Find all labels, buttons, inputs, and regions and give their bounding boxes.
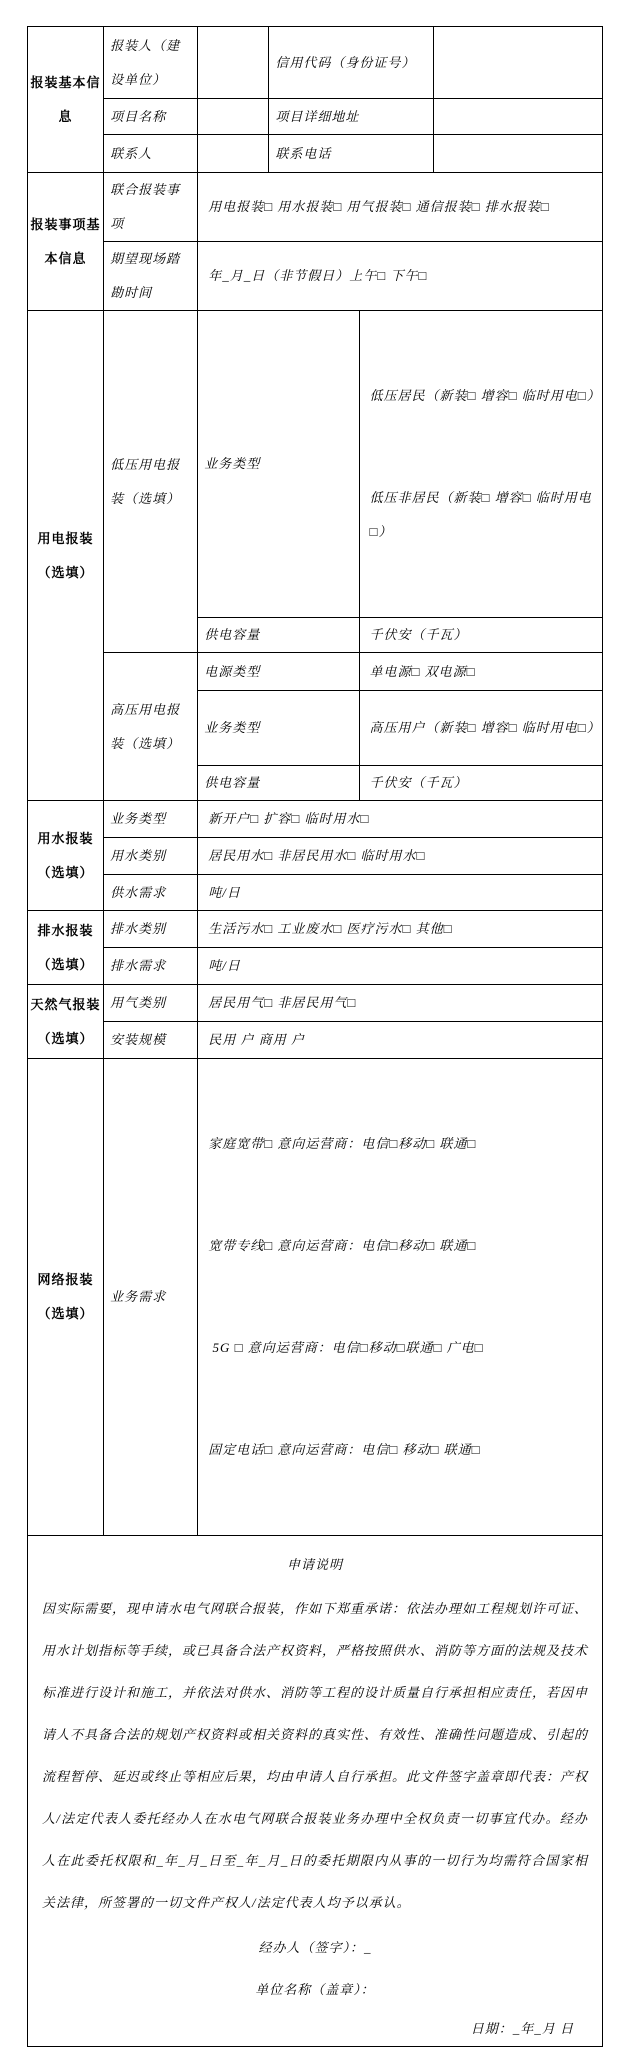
input-cell-contact-phone — [433, 135, 602, 173]
field-label-credit-code: 信用代码（身份证号） — [269, 27, 433, 99]
lv-biz-line-resident: 低压居民（新装□ 增容□ 临时用电□） — [369, 388, 601, 403]
field-label-water-category: 用水类别 — [104, 838, 198, 875]
application-form-table — [27, 26, 603, 2047]
section-matters-title: 报装事项基本信息 — [28, 173, 104, 311]
field-label-water-demand: 供水需求 — [104, 875, 198, 911]
field-label-joint-items: 联合报装事项 — [104, 173, 198, 242]
field-label-hv-source-type: 电源类型 — [198, 653, 359, 691]
lv-biz-line-nonresident: 低压非居民（新装□ 增容□ 临时用电□） — [369, 490, 592, 539]
field-label-hv-biz-type: 业务类型 — [198, 691, 359, 766]
field-label-hv-capacity: 供电容量 — [198, 766, 359, 801]
checkbox-row-lv-biz-type — [359, 311, 602, 618]
field-label-gas-scale: 安装规模 — [104, 1022, 198, 1059]
field-label-drain-demand: 排水需求 — [104, 948, 198, 985]
field-label-network-demand: 业务需求 — [104, 1059, 198, 1536]
subsection-low-voltage-label: 低压用电报装（选填） — [104, 311, 198, 653]
section-water-title: 用水报装（选填） — [28, 801, 104, 911]
section-electric-title: 用电报装（选填） — [28, 311, 104, 801]
checkbox-row-water-biz-type: 新开户□ 扩容□ 临时用水□ — [198, 801, 603, 838]
date-line: 日期：_年_月 日 — [470, 2021, 574, 2036]
field-label-applicant: 报装人（建设单位） — [104, 27, 198, 99]
input-cell-credit-code — [433, 27, 602, 99]
field-label-contact-phone: 联系电话 — [269, 135, 433, 173]
declaration-cell — [28, 1536, 603, 2047]
field-label-lv-capacity: 供电容量 — [198, 618, 359, 653]
field-label-gas-category: 用气类别 — [104, 985, 198, 1022]
section-drain-title: 排水报装（选填） — [28, 911, 104, 985]
checkbox-row-hv-source-type: 单电源□ 双电源□ — [359, 653, 602, 691]
field-label-water-biz-type: 业务类型 — [104, 801, 198, 838]
field-label-project-address: 项目详细地址 — [269, 99, 433, 135]
unit-seal-line: 单位名称（盖章）： — [255, 1982, 375, 1997]
checkbox-row-drain-category: 生活污水□ 工业废水□ 医疗污水□ 其他□ — [198, 911, 603, 948]
network-line-5g: 5G □ 意向运营商：电信□移动□联通□ 广电□ — [208, 1340, 484, 1355]
input-cell-project-name — [198, 99, 269, 135]
declaration-body: 因实际需要，现申请水电气网联合报装，作如下郑重承诺：依法办理如工程规划许可证、用水计划指标等手续，或已具备合法产权资料，严格按照供水、消防等方面的法规及技术标准进行设计和施工，并依法对供水、消防等工程的设计质量自行承担相应责任，若因申请人不具备合法的规划产权资料或相关资料的真实性、有效性、准确性问题造成、引起的流程暂停、延迟或终止等相应后果，均由申请人自行承担。此文件签字盖章即代表：产权人/法定代表人委托经办人在水电气网联合报装业务办理中全权负责一切事宜代办。经办人在此委托权限和_年_月_日至_年_月_日的委托期限内从事的一切行为均需符合国家相关法律，所签署的一切文件产权人/法定代表人均予以承认。 — [42, 1601, 589, 1910]
section-gas-title: 天然气报装（选填） — [28, 985, 104, 1059]
input-cell-applicant — [198, 27, 269, 99]
field-label-contact-person: 联系人 — [104, 135, 198, 173]
value-cell-water-demand: 吨/日 — [198, 875, 603, 911]
field-label-drain-category: 排水类别 — [104, 911, 198, 948]
field-label-lv-biz-type: 业务类型 — [198, 311, 359, 618]
section-network-title: 网络报装（选填） — [28, 1059, 104, 1536]
checkbox-row-gas-category: 居民用气□ 非居民用气□ — [198, 985, 603, 1022]
checkbox-row-survey-time: 年_月_日（非节假日）上午□ 下午□ — [198, 242, 603, 311]
input-cell-contact-person — [198, 135, 269, 173]
subsection-high-voltage-label: 高压用电报装（选填） — [104, 653, 198, 801]
value-cell-lv-capacity: 千伏安（千瓦） — [359, 618, 602, 653]
input-cell-project-address — [433, 99, 602, 135]
section-basic-info-title: 报装基本信息 — [28, 27, 104, 173]
value-cell-hv-capacity: 千伏安（千瓦） — [359, 766, 602, 801]
field-label-survey-time: 期望现场踏勘时间 — [104, 242, 198, 311]
checkbox-row-hv-biz-type: 高压用户（新装□ 增容□ 临时用电□） — [359, 691, 602, 766]
checkbox-rows-network-demand — [198, 1059, 603, 1536]
signer-signature-line: 经办人（签字）：_ — [258, 1940, 372, 1955]
value-cell-gas-scale: 民用 户 商用 户 — [198, 1022, 603, 1059]
network-line-dedicated-broadband: 宽带专线□ 意向运营商：电信□移动□ 联通□ — [208, 1238, 477, 1253]
checkbox-row-water-category: 居民用水□ 非居民用水□ 临时用水□ — [198, 838, 603, 875]
declaration-title: 申请说明 — [286, 1557, 343, 1572]
network-line-fixed-phone: 固定电话□ 意向运营商：电信□ 移动□ 联通□ — [208, 1442, 481, 1457]
network-line-home-broadband: 家庭宽带□ 意向运营商：电信□移动□ 联通□ — [208, 1136, 477, 1151]
checkbox-row-joint-items: 用电报装□ 用水报装□ 用气报装□ 通信报装□ 排水报装□ — [198, 173, 603, 242]
value-cell-drain-demand: 吨/日 — [198, 948, 603, 985]
field-label-project-name: 项目名称 — [104, 99, 198, 135]
